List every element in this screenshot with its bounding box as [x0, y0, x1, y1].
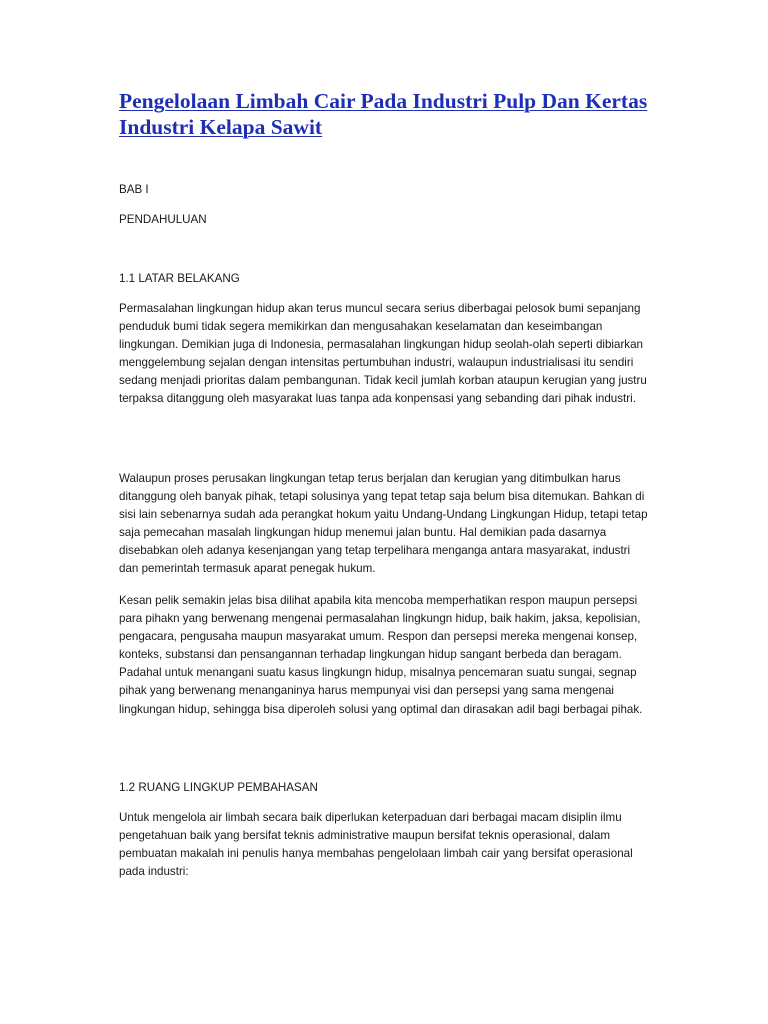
document-title-link[interactable]: Pengelolaan Limbah Cair Pada Industri Pulp Dan Kertas Industri Kelapa Sawit	[119, 89, 648, 139]
paragraph-ruang-lingkup: Untuk mengelola air limbah secara baik diperlukan keterpaduan dari berbagai macam disiplin ilmu pengetahuan baik yang bersifat teknis administrative maupun bersifat teknis operasional, dalam pembuatan makalah ini penulis hanya membahas pengelolaan limbah cair yang bersifat operasional pada industri:	[119, 811, 633, 879]
chapter-title: PENDAHULUAN	[119, 213, 207, 226]
chapter-label: BAB I	[119, 183, 149, 196]
section-heading-ruang-lingkup: 1.2 RUANG LINGKUP PEMBAHASAN	[119, 781, 318, 794]
section-heading-latar-belakang: 1.1 LATAR BELAKANG	[119, 272, 240, 285]
paragraph-latar-belakang-1: Permasalahan lingkungan hidup akan terus muncul secara serius diberbagai pelosok bumi sepanjang penduduk bumi tidak segera memikirkan dan mengusahakan keselamatan dan keseimbangan lingkungan. Demikian juga di Indonesia, permasalahan lingkungan hidup seolah-olah seperti dibiarkan menggelembung sejalan dengan intensitas pertumbuhan industri, walaupun industrialisasi itu sendiri sedang menjadi prioritas dalam pembangunan. Tidak kecil jumlah korban ataupun kerugian yang justru terpaksa ditanggung oleh masyarakat luas tanpa ada konpensasi yang sebanding dari pihak industri.	[119, 302, 647, 406]
paragraph-latar-belakang-2: Walaupun proses perusakan lingkungan tetap terus berjalan dan kerugian yang ditimbulkan harus ditanggung oleh banyak pihak, tetapi solusinya yang tepat tetap saja belum bisa ditemukan. Bahkan di sisi lain sebenarnya sudah ada perangkat hokum yaitu Undang-Undang Lingkungan Hidup, tetapi tetap saja pemecahan masalah lingkungan hidup menemui jalan buntu. Hal demikian pada dasarnya disebabkan oleh adanya kesenjangan yang tetap terpelihara menganga antara masyarakat, industri dan pemerintah termasuk aparat penegak hukum.	[119, 472, 648, 576]
paragraph-latar-belakang-3: Kesan pelik semakin jelas bisa dilihat apabila kita mencoba memperhatikan respon maupun persepsi para pihakn yang berwenang mengenai permasalahan lingkungn hidup, baik hakim, jaksa, kepolisian, pengacara, pengusaha maupun masyarakat umum. Respon dan persepsi mereka mengenai konsep, konteks, substansi dan pensangannan terhadap lingkungan hidup sangant berbeda dan beragam. Padahal untuk menangani suatu kasus lingkungn hidup, misalnya pencemaran suatu sungai, segnap pihak yang berwenang menanganinya harus mempunyai visi dan persepsi yang sama mengenai lingkungan hidup, sehingga bisa diperoleh solusi yang optimal dan dirasakan adil bagi berbagai pihak.	[119, 594, 643, 716]
